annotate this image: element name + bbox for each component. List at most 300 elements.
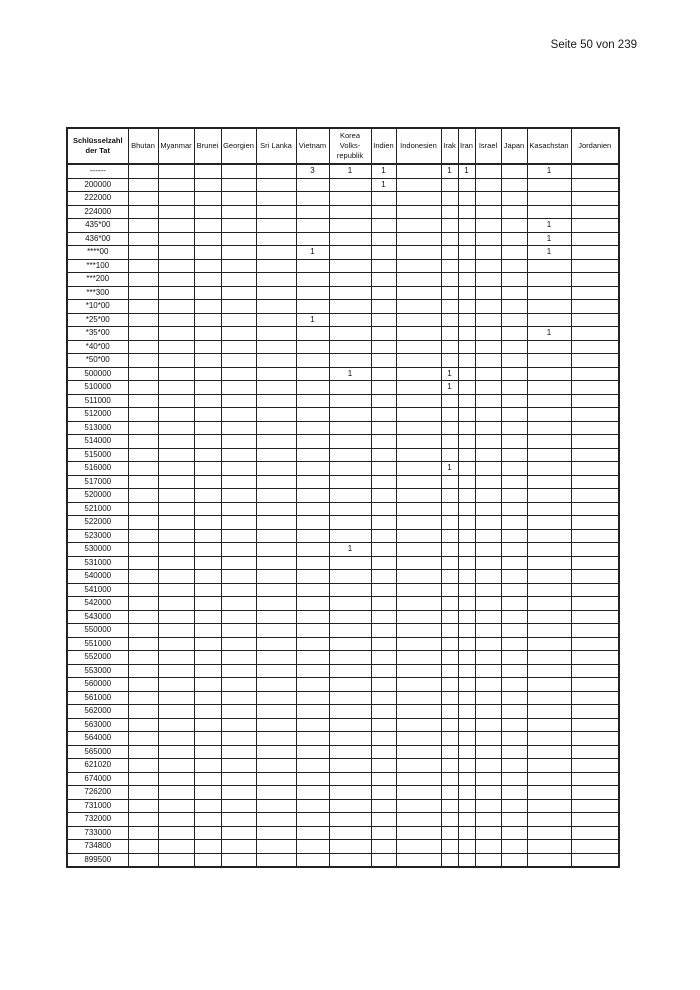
cell-731000-japan [501, 799, 527, 813]
cell-530000-iran [458, 543, 475, 557]
cell-515000-sri-lanka [256, 448, 296, 462]
cell-565000-japan [501, 745, 527, 759]
cell-200000-myanmar [158, 178, 194, 192]
table-row [67, 853, 619, 867]
cell-222000-indonesien [396, 192, 441, 206]
cell-732000-iran [458, 813, 475, 827]
cell-562000-vietnam [296, 705, 329, 719]
cell-550000-brunei [194, 624, 221, 638]
cell-50-00-indonesien [396, 354, 441, 368]
cell-200000-jordanien [571, 178, 619, 192]
cell-500000-irak: 1 [441, 367, 458, 381]
cell-523000-sri-lanka [256, 529, 296, 543]
cell-35-00-kasachstan: 1 [527, 327, 571, 341]
cell-516000-israel [475, 462, 501, 476]
cell-551000-bhutan [128, 637, 158, 651]
cell-500000-georgien [221, 367, 256, 381]
cell-222000-jordanien [571, 192, 619, 206]
cell-435-00-georgien [221, 219, 256, 233]
cell-541000-japan [501, 583, 527, 597]
cell-732000-sri-lanka [256, 813, 296, 827]
table-row [67, 759, 619, 773]
cell-00-korea-volks-republik [329, 246, 371, 260]
cell-564000-bhutan [128, 732, 158, 746]
cell-224000-korea-volks-republik [329, 205, 371, 219]
cell-517000-bhutan [128, 475, 158, 489]
cell-732000-myanmar [158, 813, 194, 827]
cell-674000-indien [371, 772, 396, 786]
cell-514000-bhutan [128, 435, 158, 449]
column-header-japan: Japan [501, 128, 527, 164]
cell-200000-korea-volks-republik [329, 178, 371, 192]
table-row [67, 637, 619, 651]
cell-734800-korea-volks-republik [329, 840, 371, 854]
cell-565000-indonesien [396, 745, 441, 759]
cell-500000-israel [475, 367, 501, 381]
cell-726200-korea-volks-republik [329, 786, 371, 800]
cell-726200-jordanien [571, 786, 619, 800]
row-key: 550000 [67, 624, 128, 638]
table-row [67, 354, 619, 368]
cell-560000-jordanien [571, 678, 619, 692]
cell-543000-iran [458, 610, 475, 624]
cell-515000-kasachstan [527, 448, 571, 462]
cell-500000-bhutan [128, 367, 158, 381]
cell-514000-georgien [221, 435, 256, 449]
cell-621020-myanmar [158, 759, 194, 773]
cell-00-kasachstan: 1 [527, 246, 571, 260]
cell-522000-kasachstan [527, 516, 571, 530]
cell-513000-brunei [194, 421, 221, 435]
cell-550000-vietnam [296, 624, 329, 638]
cell-517000-japan [501, 475, 527, 489]
cell-541000-jordanien [571, 583, 619, 597]
cell-511000-iran [458, 394, 475, 408]
cell-565000-georgien [221, 745, 256, 759]
cell-899500-brunei [194, 853, 221, 867]
cell-200-irak [441, 273, 458, 287]
cell-512000-bhutan [128, 408, 158, 422]
cell-541000-kasachstan [527, 583, 571, 597]
cell-530000-japan [501, 543, 527, 557]
cell-733000-sri-lanka [256, 826, 296, 840]
cell-513000-indien [371, 421, 396, 435]
cell-50-00-jordanien [571, 354, 619, 368]
cell-531000-israel [475, 556, 501, 570]
cell-520000-georgien [221, 489, 256, 503]
cell-540000-sri-lanka [256, 570, 296, 584]
cell-25-00-irak [441, 313, 458, 327]
cell-224000-indien [371, 205, 396, 219]
cell-733000-kasachstan [527, 826, 571, 840]
cell-734800-sri-lanka [256, 840, 296, 854]
cell-222000-georgien [221, 192, 256, 206]
cell-100-vietnam [296, 259, 329, 273]
cell-550000-georgien [221, 624, 256, 638]
cell-521000-japan [501, 502, 527, 516]
cell-200-vietnam [296, 273, 329, 287]
cell-621020-kasachstan [527, 759, 571, 773]
cell-734800-myanmar [158, 840, 194, 854]
row-key: *50*00 [67, 354, 128, 368]
cell-00-myanmar [158, 246, 194, 260]
cell-550000-sri-lanka [256, 624, 296, 638]
cell-543000-vietnam [296, 610, 329, 624]
cell-516000-japan [501, 462, 527, 476]
column-header-vietnam: Vietnam [296, 128, 329, 164]
cell-551000-iran [458, 637, 475, 651]
cell-674000-irak [441, 772, 458, 786]
cell-899500-japan [501, 853, 527, 867]
cell-531000-japan [501, 556, 527, 570]
cell-224000-vietnam [296, 205, 329, 219]
cell-531000-iran [458, 556, 475, 570]
table-row [67, 732, 619, 746]
cell-514000-vietnam [296, 435, 329, 449]
cell-512000-jordanien [571, 408, 619, 422]
cell-552000-myanmar [158, 651, 194, 665]
row-key: 435*00 [67, 219, 128, 233]
cell-564000-indien [371, 732, 396, 746]
table-row [67, 691, 619, 705]
table-row [67, 556, 619, 570]
cell-222000-vietnam [296, 192, 329, 206]
cell-516000-indonesien [396, 462, 441, 476]
cell-562000-korea-volks-republik [329, 705, 371, 719]
table-row [67, 705, 619, 719]
column-header-iran: Iran [458, 128, 475, 164]
cell-222000-japan [501, 192, 527, 206]
cell-513000-georgien [221, 421, 256, 435]
cell-726200-sri-lanka [256, 786, 296, 800]
cell-10-00-bhutan [128, 300, 158, 314]
cell-564000-brunei [194, 732, 221, 746]
row-key: 200000 [67, 178, 128, 192]
cell-200-sri-lanka [256, 273, 296, 287]
cell-500000-iran [458, 367, 475, 381]
cell-540000-indonesien [396, 570, 441, 584]
cell-436-00-georgien [221, 232, 256, 246]
cell-551000-sri-lanka [256, 637, 296, 651]
cell-513000-vietnam [296, 421, 329, 435]
cell--myanmar [158, 164, 194, 178]
cell-25-00-korea-volks-republik [329, 313, 371, 327]
cell-674000-vietnam [296, 772, 329, 786]
cell-500000-korea-volks-republik: 1 [329, 367, 371, 381]
cell-514000-jordanien [571, 435, 619, 449]
cell-516000-sri-lanka [256, 462, 296, 476]
cell-731000-israel [475, 799, 501, 813]
cell-565000-kasachstan [527, 745, 571, 759]
row-key: 674000 [67, 772, 128, 786]
cell-35-00-indonesien [396, 327, 441, 341]
cell-550000-japan [501, 624, 527, 638]
cell-521000-iran [458, 502, 475, 516]
cell-530000-kasachstan [527, 543, 571, 557]
cell-726200-indien [371, 786, 396, 800]
table-row [67, 840, 619, 854]
cell-541000-sri-lanka [256, 583, 296, 597]
cell-517000-israel [475, 475, 501, 489]
cell-512000-israel [475, 408, 501, 422]
cell-222000-sri-lanka [256, 192, 296, 206]
cell-511000-jordanien [571, 394, 619, 408]
cell-511000-indien [371, 394, 396, 408]
table-row [67, 408, 619, 422]
cell-511000-myanmar [158, 394, 194, 408]
cell-512000-indien [371, 408, 396, 422]
cell-100-kasachstan [527, 259, 571, 273]
table-row [67, 624, 619, 638]
cell-541000-georgien [221, 583, 256, 597]
cell-733000-irak [441, 826, 458, 840]
cell-531000-irak [441, 556, 458, 570]
table-row [67, 502, 619, 516]
cell-541000-israel [475, 583, 501, 597]
cell-520000-iran [458, 489, 475, 503]
cell-25-00-indonesien [396, 313, 441, 327]
cell-300-bhutan [128, 286, 158, 300]
cell-200000-japan [501, 178, 527, 192]
cell-621020-irak [441, 759, 458, 773]
column-header-indien: Indien [371, 128, 396, 164]
cell-733000-vietnam [296, 826, 329, 840]
cell-541000-brunei [194, 583, 221, 597]
cell-40-00-israel [475, 340, 501, 354]
cell-224000-sri-lanka [256, 205, 296, 219]
row-key: 510000 [67, 381, 128, 395]
cell-561000-myanmar [158, 691, 194, 705]
cell-562000-iran [458, 705, 475, 719]
cell-40-00-myanmar [158, 340, 194, 354]
row-key: 561000 [67, 691, 128, 705]
cell-560000-iran [458, 678, 475, 692]
table-row [67, 394, 619, 408]
cell-726200-kasachstan [527, 786, 571, 800]
cell-515000-vietnam [296, 448, 329, 462]
cell--indonesien [396, 164, 441, 178]
cell-541000-bhutan [128, 583, 158, 597]
cell-200000-brunei [194, 178, 221, 192]
cell-514000-myanmar [158, 435, 194, 449]
table-row [67, 421, 619, 435]
cell-733000-myanmar [158, 826, 194, 840]
cell-733000-japan [501, 826, 527, 840]
cell-560000-vietnam [296, 678, 329, 692]
cell-731000-kasachstan [527, 799, 571, 813]
table-row [67, 813, 619, 827]
row-key: 516000 [67, 462, 128, 476]
cell-100-jordanien [571, 259, 619, 273]
cell-542000-jordanien [571, 597, 619, 611]
row-key: 541000 [67, 583, 128, 597]
cell-40-00-vietnam [296, 340, 329, 354]
cell-200-israel [475, 273, 501, 287]
cell-520000-bhutan [128, 489, 158, 503]
cell--israel [475, 164, 501, 178]
cell-543000-jordanien [571, 610, 619, 624]
cell-561000-japan [501, 691, 527, 705]
cell-512000-sri-lanka [256, 408, 296, 422]
cell-540000-bhutan [128, 570, 158, 584]
cell-50-00-korea-volks-republik [329, 354, 371, 368]
cell-515000-iran [458, 448, 475, 462]
cell-531000-georgien [221, 556, 256, 570]
cell-621020-iran [458, 759, 475, 773]
row-key: 551000 [67, 637, 128, 651]
cell-734800-indien [371, 840, 396, 854]
cell-520000-indonesien [396, 489, 441, 503]
cell-560000-georgien [221, 678, 256, 692]
cell-565000-sri-lanka [256, 745, 296, 759]
cell-561000-kasachstan [527, 691, 571, 705]
table-row [67, 664, 619, 678]
cell-300-israel [475, 286, 501, 300]
cell-512000-iran [458, 408, 475, 422]
cell-734800-vietnam [296, 840, 329, 854]
cell-530000-vietnam [296, 543, 329, 557]
cell-224000-georgien [221, 205, 256, 219]
cell-435-00-korea-volks-republik [329, 219, 371, 233]
cell-553000-kasachstan [527, 664, 571, 678]
cell-726200-myanmar [158, 786, 194, 800]
cell-00-georgien [221, 246, 256, 260]
cell-521000-israel [475, 502, 501, 516]
cell-542000-myanmar [158, 597, 194, 611]
cell-100-georgien [221, 259, 256, 273]
cell-516000-iran [458, 462, 475, 476]
row-key: 540000 [67, 570, 128, 584]
cell-517000-iran [458, 475, 475, 489]
cell-300-jordanien [571, 286, 619, 300]
cell-565000-myanmar [158, 745, 194, 759]
cell-541000-vietnam [296, 583, 329, 597]
row-key: 563000 [67, 718, 128, 732]
cell-899500-korea-volks-republik [329, 853, 371, 867]
cell-516000-irak: 1 [441, 462, 458, 476]
cell-542000-israel [475, 597, 501, 611]
cell-542000-brunei [194, 597, 221, 611]
table-row [67, 826, 619, 840]
cell-435-00-indonesien [396, 219, 441, 233]
cell-222000-indien [371, 192, 396, 206]
cell-560000-indien [371, 678, 396, 692]
cell-530000-brunei [194, 543, 221, 557]
cell-552000-indonesien [396, 651, 441, 665]
cell-515000-irak [441, 448, 458, 462]
cell-515000-korea-volks-republik [329, 448, 371, 462]
table-row [67, 475, 619, 489]
cell-40-00-bhutan [128, 340, 158, 354]
cell-435-00-vietnam [296, 219, 329, 233]
cell-621020-indien [371, 759, 396, 773]
cell-674000-georgien [221, 772, 256, 786]
cell-553000-bhutan [128, 664, 158, 678]
cell-563000-myanmar [158, 718, 194, 732]
cell-565000-korea-volks-republik [329, 745, 371, 759]
row-key: 436*00 [67, 232, 128, 246]
cell-674000-brunei [194, 772, 221, 786]
cell-436-00-vietnam [296, 232, 329, 246]
table-row [67, 232, 619, 246]
cell-733000-georgien [221, 826, 256, 840]
cell-550000-jordanien [571, 624, 619, 638]
cell-563000-indonesien [396, 718, 441, 732]
cell-521000-brunei [194, 502, 221, 516]
cell-732000-jordanien [571, 813, 619, 827]
cell-561000-brunei [194, 691, 221, 705]
cell-40-00-brunei [194, 340, 221, 354]
cell-100-japan [501, 259, 527, 273]
cell-222000-brunei [194, 192, 221, 206]
cell-200-bhutan [128, 273, 158, 287]
cell-733000-jordanien [571, 826, 619, 840]
cell-550000-indien [371, 624, 396, 638]
cell-530000-bhutan [128, 543, 158, 557]
cell-511000-georgien [221, 394, 256, 408]
cell-560000-myanmar [158, 678, 194, 692]
cell-674000-iran [458, 772, 475, 786]
cell-551000-japan [501, 637, 527, 651]
cell-734800-irak [441, 840, 458, 854]
cell-541000-indonesien [396, 583, 441, 597]
cell-436-00-bhutan [128, 232, 158, 246]
table-row [67, 219, 619, 233]
cell-552000-brunei [194, 651, 221, 665]
cell-899500-jordanien [571, 853, 619, 867]
cell-553000-georgien [221, 664, 256, 678]
cell-514000-irak [441, 435, 458, 449]
cell-520000-myanmar [158, 489, 194, 503]
cell-522000-irak [441, 516, 458, 530]
cell-523000-indien [371, 529, 396, 543]
cell-734800-iran [458, 840, 475, 854]
cell-200-jordanien [571, 273, 619, 287]
cell-516000-kasachstan [527, 462, 571, 476]
cell-200-korea-volks-republik [329, 273, 371, 287]
cell-515000-indien [371, 448, 396, 462]
cell-35-00-jordanien [571, 327, 619, 341]
cell-530000-myanmar [158, 543, 194, 557]
cell-540000-kasachstan [527, 570, 571, 584]
cell-522000-korea-volks-republik [329, 516, 371, 530]
cell-10-00-kasachstan [527, 300, 571, 314]
cell-224000-bhutan [128, 205, 158, 219]
cell-563000-kasachstan [527, 718, 571, 732]
cell-541000-myanmar [158, 583, 194, 597]
cell-40-00-irak [441, 340, 458, 354]
cell-552000-vietnam [296, 651, 329, 665]
cell-562000-irak [441, 705, 458, 719]
cell-523000-japan [501, 529, 527, 543]
cell-510000-vietnam [296, 381, 329, 395]
cell-200000-indonesien [396, 178, 441, 192]
cell-517000-brunei [194, 475, 221, 489]
cell-35-00-japan [501, 327, 527, 341]
cell-674000-korea-volks-republik [329, 772, 371, 786]
cell-515000-brunei [194, 448, 221, 462]
cell-564000-georgien [221, 732, 256, 746]
cell-530000-jordanien [571, 543, 619, 557]
cell-733000-bhutan [128, 826, 158, 840]
cell-521000-indonesien [396, 502, 441, 516]
cell-541000-indien [371, 583, 396, 597]
cell-436-00-indonesien [396, 232, 441, 246]
cell-300-myanmar [158, 286, 194, 300]
cell-520000-kasachstan [527, 489, 571, 503]
cell-25-00-indien [371, 313, 396, 327]
cell-100-irak [441, 259, 458, 273]
